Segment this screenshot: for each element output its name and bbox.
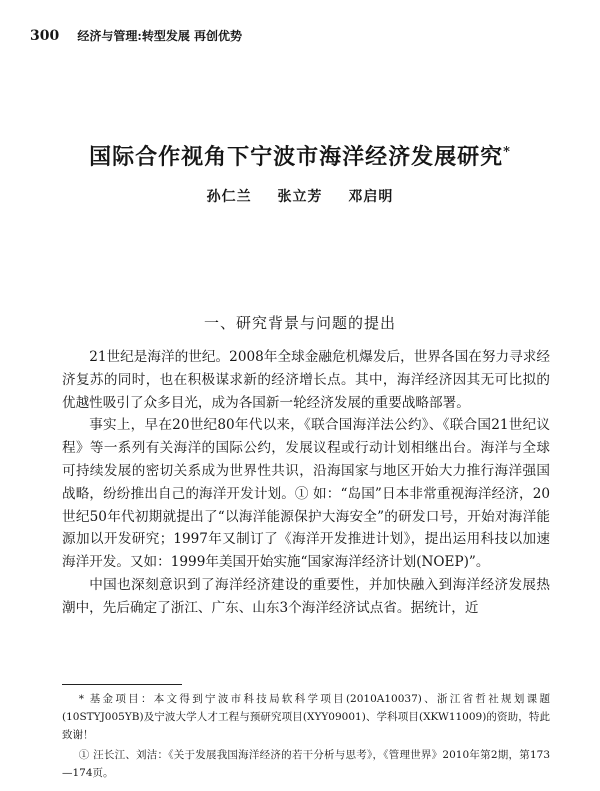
section-heading: 一、研究背景与问题的提出 (203, 314, 396, 332)
body-text (62, 346, 550, 620)
title-footnote-mark: * (503, 144, 511, 160)
running-title: 经济与管理:转型发展 再创优势 (77, 29, 243, 43)
paragraph: 事实上，早在20世纪80年代以来，《联合国海洋法公约》、《联合国21世纪议程》等一系列有关海洋的国际公约，发展议程或行动计划相继出台。海洋与全球可持续发展的密切关系成为世界性共识，沿海国家与地区开始大力推行海洋强国战略，纷纷推出自己的海洋开发计划。① 如：“岛国”日本非常重视海洋经济，20世纪50年代初期就提出了“以海洋能源保护大海安全”的研发口号，开始对海洋能源加以开发研究；1997年又制订了《海洋开发推进计划》，提出运用科技以加速海洋开发。又如：1999年美国开始实施“国家海洋经济计划(NOEP)”。 (62, 417, 550, 571)
page-number: 300 (30, 28, 60, 44)
paragraph: 21世纪是海洋的世纪。2008年全球金融危机爆发后，世界各国在努力寻求经济复苏的同时，也在积极谋求新的经济增长点。其中，海洋经济因其无可比拟的优越性吸引了众多目光，成为各国新一轮经济发展的重要战略部署。 (62, 349, 550, 411)
running-header (30, 27, 242, 44)
footnotes (62, 690, 550, 784)
paragraph: 中国也深刻意识到了海洋经济建设的重要性，并加快融入到海洋经济发展热潮中，先后确定了浙江、广东、山东3个海洋经济试点省。据统计，近 (62, 576, 550, 616)
paper-title-text: 国际合作视角下宁波市海洋经济发展研究 (89, 144, 504, 170)
paper-title (0, 140, 600, 171)
footnote-divider (62, 684, 182, 685)
footnote-funding: * 基金项目：本文得到宁波市科技局软科学项目(2010A10037)、浙江省哲社规划课题(10STYJ005YB)及宁波大学人才工程与预研究项目(XYY09001)、学科项目(XKW11009)的资助，特此致谢！ (62, 693, 550, 741)
author-list: 孙仁兰 张立芳 邓启明 (206, 189, 394, 205)
footnote-reference: ① 汪长江、刘洁：《关于发展我国海洋经济的若干分析与思考》，《管理世界》2010年第2期，第173—174页。 (62, 749, 550, 779)
